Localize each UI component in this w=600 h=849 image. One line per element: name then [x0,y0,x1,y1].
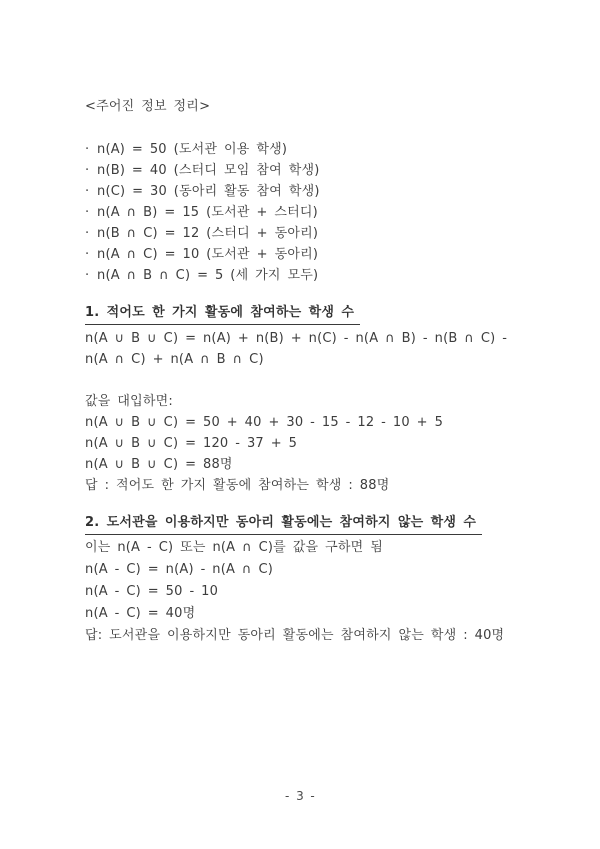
bullet-marker: · [85,226,90,241]
list-item-text: n(B) = 40 (스터디 모임 참여 학생) [97,163,320,178]
calc-line: n(A - C) = 40명 [85,606,196,621]
list-item [85,202,560,223]
formula-line: n(A ∪ B ∪ C) = n(A) + n(B) + n(C) - n(A ∩ B) - n(B ∩ C) - [85,331,508,346]
document-title: <주어진 정보 정리> [85,99,211,114]
section-2 [85,512,560,647]
section-1-calculation [85,391,560,496]
list-item [85,265,560,286]
list-item-text: n(A ∩ B) = 15 (도서관 + 스터디) [97,205,318,220]
list-item-text: n(B ∩ C) = 12 (스터디 + 동아리) [97,226,319,241]
section-2-heading [85,512,560,536]
answer-line: 답: 도서관을 이용하지만 동아리 활동에는 참여하지 않는 학생 : 40명 [85,628,505,643]
formula-line: n(A ∩ C) + n(A ∩ B ∩ C) [85,352,264,367]
info-list [85,139,560,286]
list-item [85,244,560,265]
bullet-marker: · [85,205,90,220]
bullet-marker: · [85,247,90,262]
section-1-heading [85,302,560,326]
list-item [85,223,560,244]
list-item [85,181,560,202]
bullet-marker: · [85,268,90,283]
list-item-text: n(A ∩ C) = 10 (도서관 + 동아리) [97,247,319,262]
bullet-marker: · [85,163,90,178]
page-number: - 3 - [285,789,315,803]
section-2-body [85,537,560,647]
section-1-heading-text: 1. 적어도 한 가지 활동에 참여하는 학생 수 [85,302,360,325]
calc-line: n(A - C) = 50 - 10 [85,584,219,599]
substitute-label: 값을 대입하면: [85,394,173,409]
bullet-marker: · [85,184,90,199]
list-item-text: n(A) = 50 (도서관 이용 학생) [97,142,288,157]
calc-line: n(A ∪ B ∪ C) = 50 + 40 + 30 - 15 - 12 - 10 + 5 [85,415,444,430]
list-item-text: n(C) = 30 (동아리 활동 참여 학생) [97,184,320,199]
section-1 [85,302,560,496]
section-1-formula [85,328,560,370]
bullet-marker: · [85,142,90,157]
list-item [85,160,560,181]
list-item [85,139,560,160]
list-item-text: n(A ∩ B ∩ C) = 5 (세 가지 모두) [97,268,319,283]
calc-line: n(A ∪ B ∪ C) = 120 - 37 + 5 [85,436,298,451]
calc-line: n(A ∪ B ∪ C) = 88명 [85,457,233,472]
answer-line: 답 : 적어도 한 가지 활동에 참여하는 학생 : 88명 [85,478,390,493]
explanation-line: 이는 n(A - C) 또는 n(A ∩ C)를 값을 구하면 됨 [85,540,383,555]
section-2-heading-text: 2. 도서관을 이용하지만 동아리 활동에는 참여하지 않는 학생 수 [85,512,482,535]
calc-line: n(A - C) = n(A) - n(A ∩ C) [85,562,274,577]
